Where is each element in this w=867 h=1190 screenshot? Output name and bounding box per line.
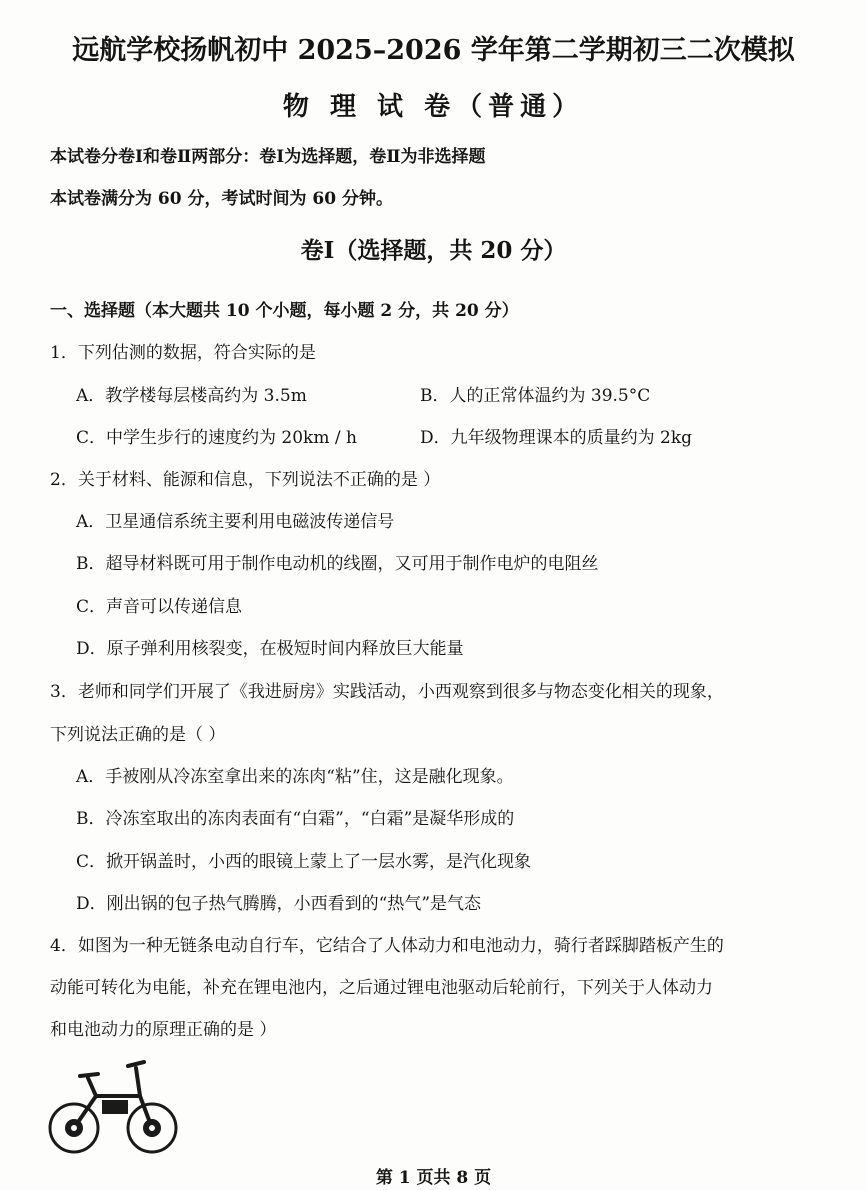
intro-line-1: 本试卷分卷Ⅰ和卷Ⅱ两部分：卷Ⅰ为选择题，卷Ⅱ为非选择题 — [50, 147, 486, 167]
q4-stem-line-2: 动能可转化为电能，补充在锂电池内，之后通过锂电池驱动后轮前行，下列关于人体动力 — [50, 978, 713, 998]
q2-option-c: C．声音可以传递信息 — [76, 597, 243, 617]
section-title: 卷Ⅰ（选择题，共 20 分） — [300, 237, 567, 264]
intro-line-2: 本试卷满分为 60 分，考试时间为 60 分钟。 — [50, 189, 393, 209]
exam-title: 远航学校扬帆初中 2025–2026 学年第二学期初三二次模拟 — [72, 35, 795, 66]
q1-option-b: B．人的正常体温约为 39.5°C — [420, 386, 651, 406]
q3-option-b: B．冷冻室取出的冻肉表面有“白霜”，“白霜”是凝华形成的 — [76, 809, 515, 829]
q2-option-d: D．原子弹利用核裂变，在极短时间内释放巨大能量 — [76, 639, 464, 659]
q1-option-c: C．中学生步行的速度约为 20km / h — [76, 428, 357, 448]
exam-subtitle: 物 理 试 卷（普通） — [282, 92, 585, 122]
q4-stem-line-3: 和电池动力的原理正确的是 ） — [50, 1020, 277, 1040]
part-heading: 一、选择题（本大题共 10 个小题，每小题 2 分，共 20 分） — [50, 301, 519, 321]
q1-stem: 1．下列估测的数据，符合实际的是 — [50, 343, 316, 363]
q3-stem-line-1: 3．老师和同学们开展了《我进厨房》实践活动，小西观察到很多与物态变化相关的现象， — [50, 682, 724, 702]
q2-option-b: B．超导材料既可用于制作电动机的线圈，又可用于制作电炉的电阻丝 — [76, 554, 599, 574]
bike-seat — [80, 1074, 98, 1076]
q3-stem-line-2: 下列说法正确的是（ ） — [50, 725, 226, 745]
q3-option-c: C．掀开锅盖时，小西的眼镜上蒙上了一层水雾，是汽化现象 — [76, 852, 532, 872]
seat-post — [88, 1078, 96, 1096]
page-footer: 第 1 页共 8 页 — [375, 1168, 492, 1188]
handlebar — [128, 1062, 144, 1066]
q2-option-a: A．卫星通信系统主要利用电磁波传递信号 — [76, 512, 395, 532]
battery-box — [102, 1100, 128, 1114]
q2-stem: 2．关于材料、能源和信息，下列说法不正确的是 ） — [50, 470, 441, 490]
q3-option-a: A．手被刚从冷冻室拿出来的冻肉“粘”住，这是融化现象。 — [76, 767, 514, 787]
q3-option-d: D．刚出锅的包子热气腾腾，小西看到的“热气”是气态 — [76, 894, 482, 914]
handlebar-stem — [136, 1068, 140, 1096]
q1-option-a: A．教学楼每层楼高约为 3.5m — [76, 386, 307, 406]
q4-stem-line-1: 4．如图为一种无链条电动自行车，它结合了人体动力和电池动力，骑行者踩脚踏板产生的 — [50, 936, 724, 956]
electric-bicycle-figure — [44, 1056, 184, 1156]
q1-option-d: D．九年级物理课本的质量约为 2kg — [420, 428, 693, 448]
